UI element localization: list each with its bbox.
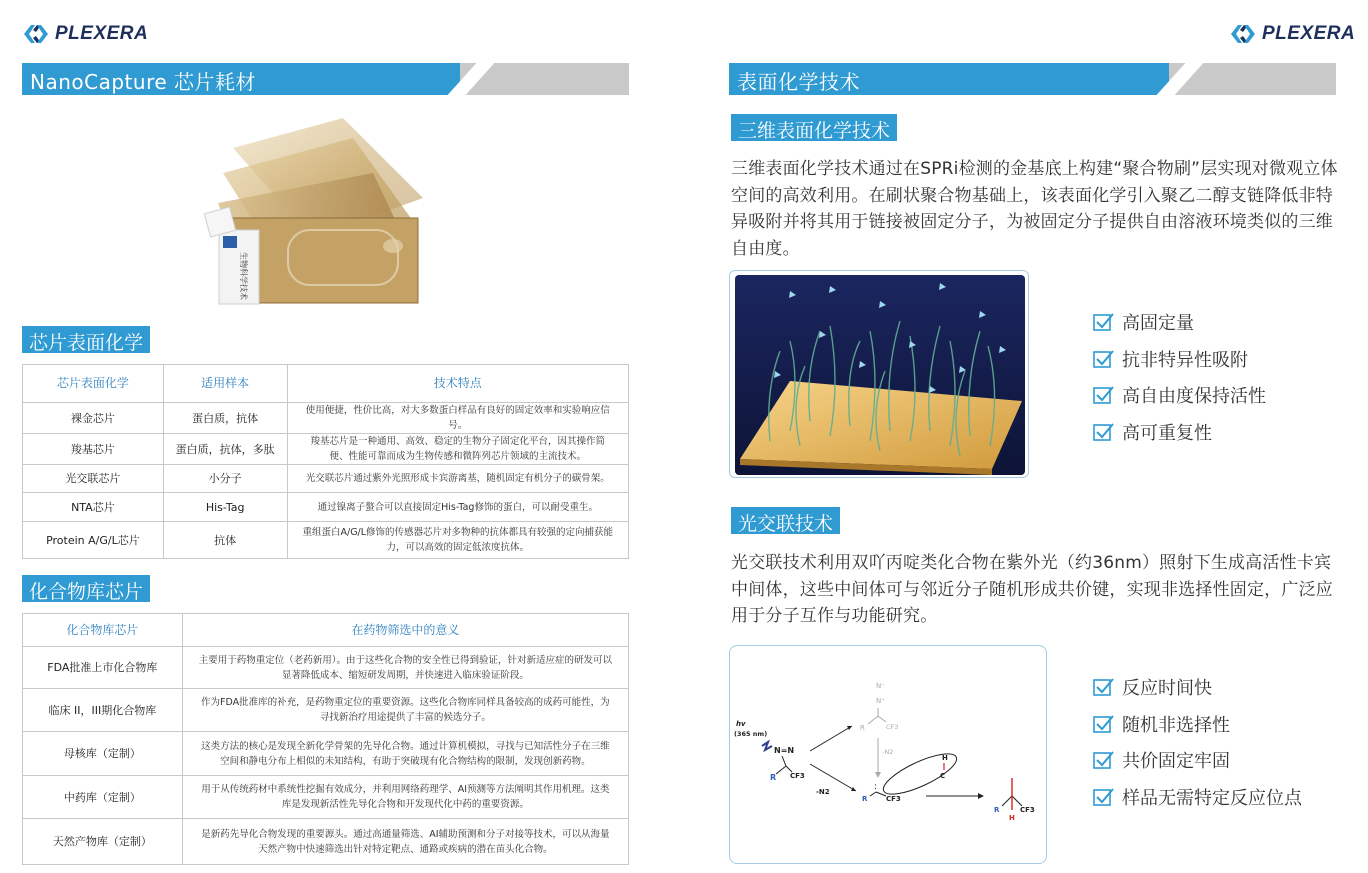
table-cell: 重组蛋白A/G/L修饰的传感器芯片对多物种的抗体都具有较强的定向捕获能力，可以高效的固定低浓度抗体。 bbox=[287, 522, 628, 559]
list-item bbox=[1093, 742, 1302, 779]
list-item bbox=[1093, 304, 1266, 341]
table-header: 芯片表面化学 bbox=[23, 365, 164, 403]
table-cell: 使用便捷，性价比高，对大多数蛋白样品有良好的固定效率和实验响应信号。 bbox=[287, 403, 628, 434]
tag-photo-crosslink: 光交联技术 bbox=[731, 507, 840, 534]
checkbox-check-icon bbox=[1093, 750, 1115, 770]
light-bolt-icon bbox=[762, 742, 772, 750]
table-cell: FDA批准上市化合物库 bbox=[23, 647, 183, 689]
cf3-label-product: CF3 bbox=[1020, 806, 1035, 814]
table-row bbox=[23, 434, 629, 465]
feature-label: 反应时间快 bbox=[1122, 678, 1212, 700]
table-cell: His-Tag bbox=[163, 493, 287, 522]
feature-label: 共价固定牢固 bbox=[1122, 751, 1230, 773]
checkbox-check-icon bbox=[1093, 312, 1115, 332]
table-header: 化合物库芯片 bbox=[23, 614, 183, 647]
checkbox-check-icon bbox=[1093, 677, 1115, 697]
3d-surface-paragraph: 三维表面化学技术通过在SPRi检测的金基底上构建“聚合物刷”层实现对微观立体空间的高效利用。在刷状聚合物基础上，该表面化学引入聚乙二醇支链降低非特异吸附并将其用于链接被固定分子，为被固定分子提供自由溶液环境类似的三维自由度。 bbox=[731, 159, 1338, 259]
table-cell: 用于从传统药材中系统性挖掘有效成分，并利用网络药理学、AI预测等方法阐明其作用机理。这类库是发现新活性先导化合物和开发现代化中药的重要资源。 bbox=[182, 776, 628, 819]
list-item bbox=[1093, 779, 1302, 816]
cf3-label: CF3 bbox=[790, 772, 805, 780]
table-cell: 临床 II，III期化合物库 bbox=[23, 689, 183, 732]
brand-logo bbox=[22, 20, 148, 48]
checkbox-check-icon bbox=[1093, 714, 1115, 734]
r-group-label-product: R bbox=[994, 806, 1000, 814]
checkbox-check-icon bbox=[1093, 349, 1115, 369]
table-cell: 中药库（定制） bbox=[23, 776, 183, 819]
minus-n2-label-gray: -N2 bbox=[882, 748, 894, 756]
table-cell: 小分子 bbox=[163, 465, 287, 493]
wavelength-label: (365 nm) bbox=[734, 730, 768, 738]
hv-label: hv bbox=[736, 720, 746, 728]
minus-n2-label: -N2 bbox=[816, 788, 830, 796]
table-header-row bbox=[23, 365, 629, 403]
feature-label: 高可重复性 bbox=[1122, 422, 1212, 444]
checkbox-check-icon bbox=[1093, 422, 1115, 442]
table-row bbox=[23, 689, 629, 732]
list-item bbox=[1093, 669, 1302, 706]
table-header: 技术特点 bbox=[287, 365, 628, 403]
table-row bbox=[23, 647, 629, 689]
n-minus-label: N⁻ bbox=[876, 682, 885, 690]
table-row bbox=[23, 776, 629, 819]
table-cell: 蛋白质，抗体 bbox=[163, 403, 287, 434]
table-cell: 裸金芯片 bbox=[23, 403, 164, 434]
list-item bbox=[1093, 706, 1302, 743]
surface-chemistry-table bbox=[22, 364, 629, 559]
tag-3d-surface: 三维表面化学技术 bbox=[731, 114, 897, 141]
table-cell: 天然产物库（定制） bbox=[23, 819, 183, 865]
feature-label: 样品无需特定反应位点 bbox=[1122, 787, 1302, 809]
3d-feature-list bbox=[1093, 304, 1266, 450]
r-group-label-gray: R bbox=[860, 724, 865, 732]
cf3-label-gray: CF3 bbox=[886, 723, 899, 731]
table-cell: 抗体 bbox=[163, 522, 287, 559]
table-cell: 是新药先导化合物发现的重要源头。通过高通量筛选、AI辅助预测和分子对接等技术，可以从海量天然产物中快速筛选出针对特定靶点、通路或疾病的潜在苗头化合物。 bbox=[182, 819, 628, 865]
table-cell: 作为FDA批准库的补充，是药物重定位的重要资源。这些化合物库同样具备较高的成药可能性，为寻找新治疗用途提供了丰富的候选分子。 bbox=[182, 689, 628, 732]
carbene-dots: : bbox=[874, 782, 878, 792]
table-row bbox=[23, 819, 629, 865]
brand-name: PLEXERA bbox=[1262, 23, 1356, 44]
table-cell: 羧基芯片是一种通用、高效、稳定的生物分子固定化平台，因其操作简便、性能可靠而成为生物传感和微阵列芯片领域的主流技术。 bbox=[287, 434, 628, 465]
table-header-row bbox=[23, 614, 629, 647]
list-item bbox=[1093, 341, 1266, 378]
checkbox-check-icon bbox=[1093, 787, 1115, 807]
cf3-label-carbene: CF3 bbox=[886, 795, 901, 803]
table-cell: 这类方法的核心是发现全新化学骨架的先导化合物。通过计算机模拟，寻找与已知活性分子在三维空间和静电分布上相似的未知结构，有助于突破现有化合物结构的限制，发现创新药物。 bbox=[182, 732, 628, 776]
photo-feature-list bbox=[1093, 669, 1302, 815]
h-label: H bbox=[942, 754, 948, 762]
feature-label: 高固定量 bbox=[1122, 313, 1194, 335]
list-item bbox=[1093, 377, 1266, 414]
table-cell: 羧基芯片 bbox=[23, 434, 164, 465]
left-banner-title: NanoCapture 芯片耗材 bbox=[30, 70, 257, 94]
table-cell: Protein A/G/L芯片 bbox=[23, 522, 164, 559]
checkbox-check-icon bbox=[1093, 385, 1115, 405]
table-cell: 母核库（定制） bbox=[23, 732, 183, 776]
h-label-product: H bbox=[1009, 814, 1015, 822]
tag-surface-chemistry: 芯片表面化学 bbox=[22, 326, 150, 353]
feature-label: 抗非特异性吸附 bbox=[1122, 349, 1248, 371]
chip-photo bbox=[193, 118, 429, 308]
compound-library-table bbox=[22, 613, 629, 865]
left-banner bbox=[22, 63, 629, 95]
table-cell: 光交联芯片 bbox=[23, 465, 164, 493]
right-banner bbox=[729, 63, 1336, 95]
carbene-reaction-diagram bbox=[729, 645, 1047, 864]
table-row bbox=[23, 403, 629, 434]
brand-logo bbox=[1229, 20, 1355, 48]
feature-label: 随机非选择性 bbox=[1122, 714, 1230, 736]
plexera-logo-icon bbox=[1229, 20, 1257, 48]
table-header: 在药物筛选中的意义 bbox=[182, 614, 628, 647]
plexera-logo-icon bbox=[22, 20, 50, 48]
table-row bbox=[23, 493, 629, 522]
table-header: 适用样本 bbox=[163, 365, 287, 403]
c-label: C bbox=[940, 772, 946, 780]
table-row bbox=[23, 465, 629, 493]
right-banner-title: 表面化学技术 bbox=[737, 70, 860, 94]
photo-crosslink-paragraph: 光交联技术利用双吖丙啶类化合物在紫外光（约36nm）照射下生成高活性卡宾中间体，这些中间体可与邻近分子随机形成共价键，实现非选择性固定，广泛应用于分子互作与功能研究。 bbox=[731, 553, 1333, 626]
feature-label: 高自由度保持活性 bbox=[1122, 386, 1266, 408]
list-item bbox=[1093, 414, 1266, 451]
diazirine-label: N=N bbox=[774, 746, 795, 755]
table-row bbox=[23, 522, 629, 559]
table-cell: 蛋白质，抗体，多肽 bbox=[163, 434, 287, 465]
table-cell: 光交联芯片通过紫外光照形成卡宾游离基，随机固定有机分子的碳骨架。 bbox=[287, 465, 628, 493]
tag-compound-library: 化合物库芯片 bbox=[22, 575, 150, 602]
brand-name: PLEXERA bbox=[55, 23, 149, 44]
polymer-brush-illustration bbox=[729, 270, 1029, 478]
r-group-label: R bbox=[770, 773, 777, 782]
chip-label: 生物科学技术 bbox=[239, 252, 248, 300]
n-plus-label: N⁺ bbox=[876, 697, 885, 705]
table-row bbox=[23, 732, 629, 776]
table-cell: NTA芯片 bbox=[23, 493, 164, 522]
r-group-label-carbene: R bbox=[862, 795, 868, 803]
table-cell: 主要用于药物重定位（老药新用）。由于这些化合物的安全性已得到验证，针对新适应症的研发可以显著降低成本、缩短研发周期，并快速进入临床验证阶段。 bbox=[182, 647, 628, 689]
table-cell: 通过镍离子螯合可以直接固定His-Tag修饰的蛋白，可以耐受重生。 bbox=[287, 493, 628, 522]
